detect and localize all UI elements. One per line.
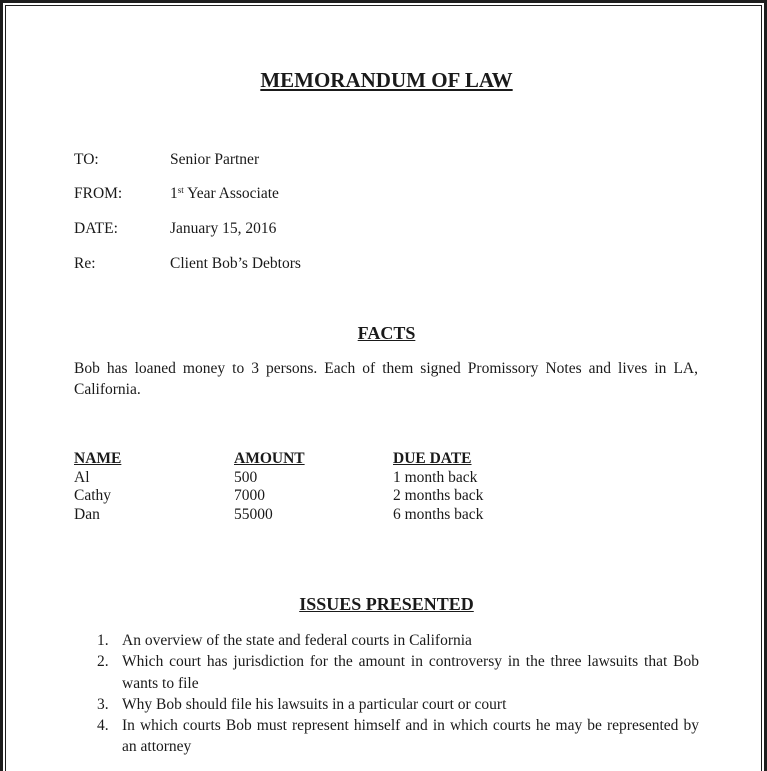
header-label-re: Re: bbox=[74, 255, 96, 272]
debtor-amount: 7000 bbox=[234, 487, 265, 504]
issue-text: Why Bob should file his lawsuits in a particular court or court bbox=[122, 695, 507, 713]
facts-heading: FACTS bbox=[357, 323, 416, 343]
debtor-amount: 500 bbox=[234, 468, 258, 486]
issues-heading: ISSUES PRESENTED bbox=[299, 594, 474, 614]
issue-number: 2. bbox=[97, 653, 109, 671]
debtor-amount: 55000 bbox=[234, 505, 273, 523]
issue-text: Which court has jurisdiction for the amount in controversy in the three lawsuits that Bob wants to file bbox=[122, 653, 699, 692]
facts-paragraph: Bob has loaned money to 3 persons. Each of them signed Promissory Notes and lives in LA, California. bbox=[74, 360, 698, 398]
header-label-date: DATE: bbox=[74, 220, 118, 237]
debtor-due-date: 2 months back bbox=[393, 487, 484, 504]
from-ordinal-number: 1 bbox=[170, 185, 178, 202]
issue-text: An overview of the state and federal courts in California bbox=[122, 632, 472, 649]
issue-number: 3. bbox=[97, 695, 109, 713]
from-ordinal-suffix: st bbox=[177, 185, 184, 195]
from-role: Year Associate bbox=[183, 185, 279, 202]
issue-number: 1. bbox=[97, 632, 109, 649]
debtor-name: Dan bbox=[74, 505, 100, 523]
header-label-from: FROM: bbox=[74, 185, 123, 202]
issues-list bbox=[97, 630, 699, 758]
issue-item bbox=[97, 630, 699, 651]
issue-text: In which courts Bob must represent himself and in which courts he may be represented by an attorney bbox=[122, 717, 699, 756]
issue-item bbox=[97, 715, 699, 758]
column-header-name: NAME bbox=[74, 450, 122, 467]
header-value-date: January 15, 2016 bbox=[170, 220, 277, 237]
header-value-from bbox=[170, 185, 279, 203]
debtor-name: Cathy bbox=[74, 487, 112, 504]
debtor-due-date: 1 month back bbox=[393, 468, 478, 486]
header-value-re: Client Bob’s Debtors bbox=[170, 255, 301, 272]
debtor-name: Al bbox=[74, 468, 90, 486]
issue-number: 4. bbox=[97, 717, 109, 735]
column-header-amount: AMOUNT bbox=[234, 450, 305, 467]
debtor-due-date: 6 months back bbox=[393, 505, 484, 523]
memo-title: MEMORANDUM OF LAW bbox=[260, 68, 513, 92]
column-header-due-date: DUE DATE bbox=[393, 450, 472, 467]
issue-item bbox=[97, 651, 699, 694]
issue-item bbox=[97, 694, 699, 715]
header-label-to: TO: bbox=[74, 151, 99, 168]
header-value-to: Senior Partner bbox=[170, 151, 260, 168]
